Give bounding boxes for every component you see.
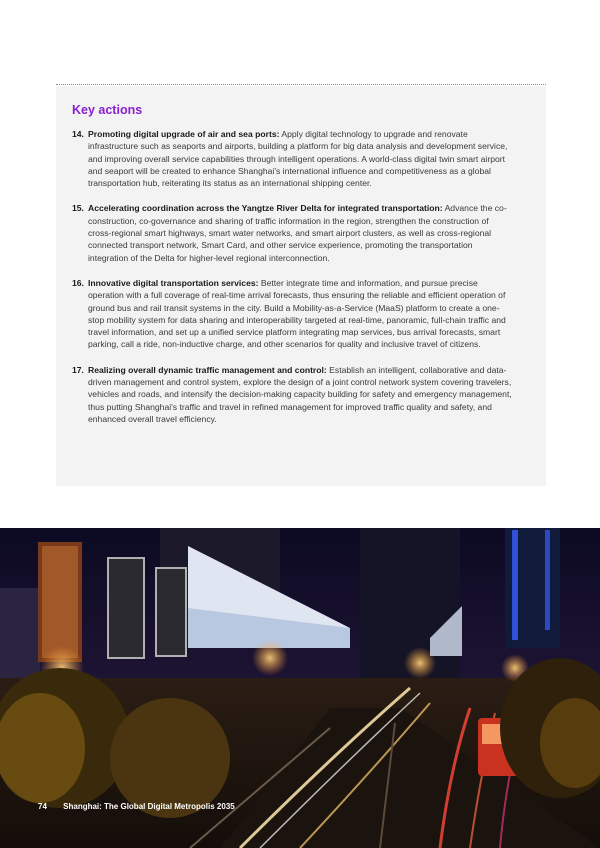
action-title: Innovative digital transportation services: — [88, 277, 259, 288]
action-body: Advance the co-construction, co-governance and sharing of traffic information in the region, strengthen the construction of cross-regional smart highways, smart water networks, and smart airport clusters, as well as cross-regional connected transport network, Smart Card, and other service experience, promoting the transportation integration of the Delta for higher-level regional interconnection. — [88, 203, 507, 263]
action-number: 15. — [72, 203, 84, 214]
action-title: Realizing overall dynamic traffic management and control: — [88, 364, 327, 375]
top-divider — [56, 84, 546, 85]
action-number: 17. — [72, 364, 84, 375]
page-footer — [38, 802, 249, 811]
action-title: Accelerating coordination across the Yangtze River Delta for integrated transportation: — [88, 203, 443, 214]
action-number: 14. — [72, 129, 84, 139]
action-item-17 — [72, 364, 512, 425]
action-body: Establish an intelligent, collaborative and data-driven management and control system, explore the design of a joint control network system covering travelers, vehicles and roads, and intensify the decision-making capacity building for safety and emergency management, thus putting Shanghai's traffic and travel in refined management for improved traffic quality and safety, and enhanced overall travel efficiency. — [88, 364, 512, 424]
city-night-traffic-photo — [0, 528, 600, 848]
page-number: 74 — [38, 802, 47, 811]
publication-title: Shanghai: The Global Digital Metropolis 2035 — [63, 802, 235, 811]
section-heading: Key actions — [72, 103, 143, 117]
action-item-14 — [72, 128, 512, 189]
action-body: Apply digital technology to upgrade and renovate infrastructure such as seaports and airports, building a platform for big data analysis and development service, and improving overall service capabilities through intelligent operations. A world-class digital twin smart airport and seaport will be created to enhance Shanghai's international influence and competitiveness as a global transportation hub, reiterating its status as an international shipping center. — [88, 129, 508, 189]
action-item-16 — [72, 277, 512, 351]
actions-list — [72, 128, 512, 438]
action-number: 16. — [72, 277, 84, 288]
action-item-15 — [72, 202, 512, 263]
action-title: Promoting digital upgrade of air and sea ports: — [88, 129, 280, 139]
action-body: Better integrate time and information, and pursue precise operation with a full coverage of real-time arrival forecasts, thus ensuring the reliable and efficient operation of ground bus and rail transit systems in the city. Build a Mobility-as-a-Service (MaaS) platform to create a one-stop mobility system for data sharing and interoperability targeted at real-time, panoramic, full-chain traffic and travel information, and set up a unified service platform integrating map services, bus arrival forecasts, smart parking, call a ride, non-inductive charge, and other scenarios for quality and inclusive travel of citizens. — [88, 277, 506, 350]
